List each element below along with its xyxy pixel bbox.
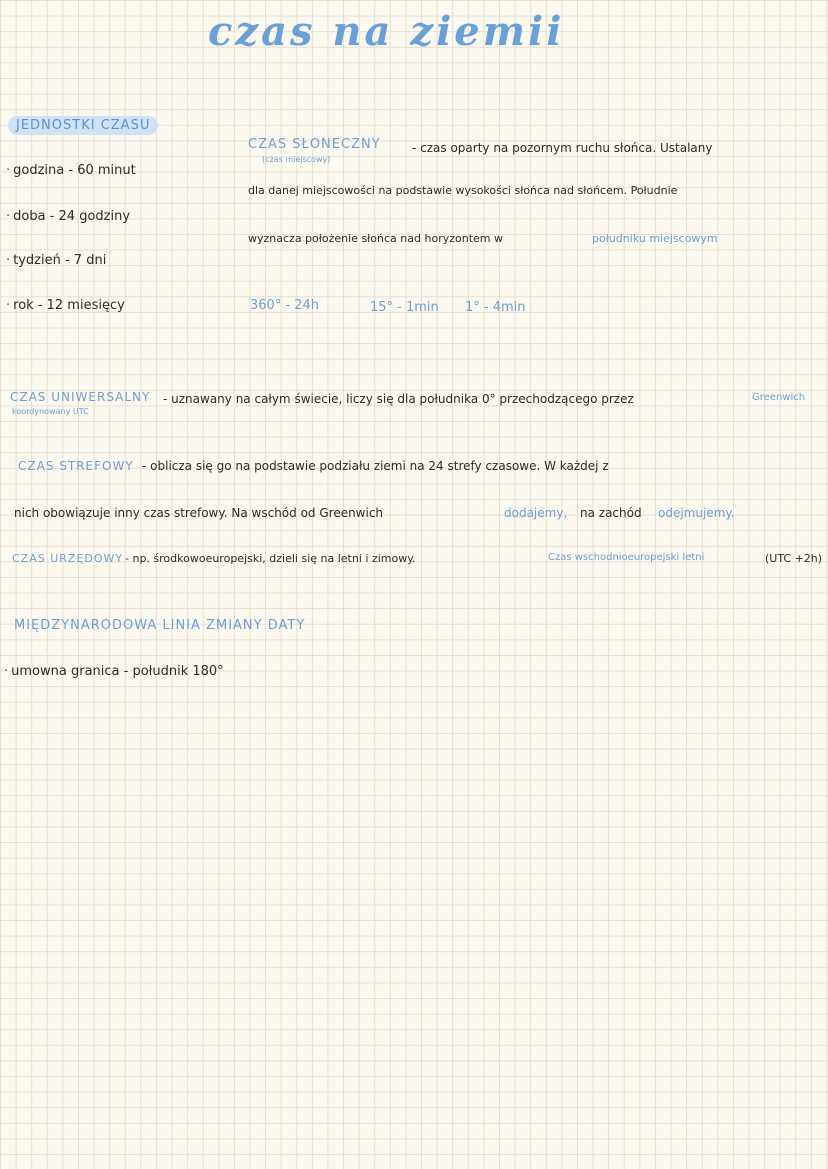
greenwich-label: Greenwich [752,392,806,403]
solar-note: (czas miejscowy) [262,155,331,164]
zone-subtract: odejmujemy. [658,506,735,520]
solar-term: CZAS SŁONECZNY [248,137,381,152]
zone-term: CZAS STREFOWY [18,459,134,473]
official-cet: Czas wschodnioeuropejski letni [548,552,705,563]
page-title: czas na ziemii [208,8,565,55]
solar-formula: 360° - 24h [250,298,320,313]
units-item: · doba - 24 godziny [6,209,130,224]
zone-text2: nich obowiązuje inny czas strefowy. Na wschód od Greenwich [14,506,384,520]
solar-meridian: południku miejscowym [592,232,718,245]
solar-line3: wyznacza położenie słońca nad horyzontem w [248,232,503,245]
universal-text: - uznawany na całym świecie, liczy się dla południka 0° przechodzącego przez [163,392,634,406]
units-item: · tydzień - 7 dni [6,253,106,268]
universal-term: CZAS UNIWERSALNY [10,390,151,404]
zone-add: dodajemy, [504,506,568,520]
official-text: - np. środkowoeuropejski, dzieli się na letni i zimowy. [125,552,416,565]
dateline-item: · umowna granica - południk 180° [4,664,224,679]
units-item: · godzina - 60 minut [6,163,136,178]
zone-west: na zachód [580,506,642,520]
dateline-heading: MIĘDZYNARODOWA LINIA ZMIANY DATY [14,618,306,633]
universal-sub: koordynowany UTC [12,407,89,416]
units-item: · rok - 12 miesięcy [6,298,125,313]
official-term: CZAS URZĘDOWY [12,552,124,565]
zone-text1: - oblicza się go na podstawie podziału ziemi na 24 strefy czasowe. W każdej z [142,459,609,473]
solar-formula: 15° - 1min [370,300,439,315]
solar-line1: - czas oparty na pozornym ruchu słońca. Ustalany [412,141,713,155]
solar-formula: 1° - 4min [465,300,526,315]
units-heading: JEDNOSTKI CZASU [8,116,158,135]
official-utc: (UTC +2h) [765,552,823,565]
solar-line2: dla danej miejscowości na podstawie wysokości słońca nad słońcem. Południe [248,184,678,197]
